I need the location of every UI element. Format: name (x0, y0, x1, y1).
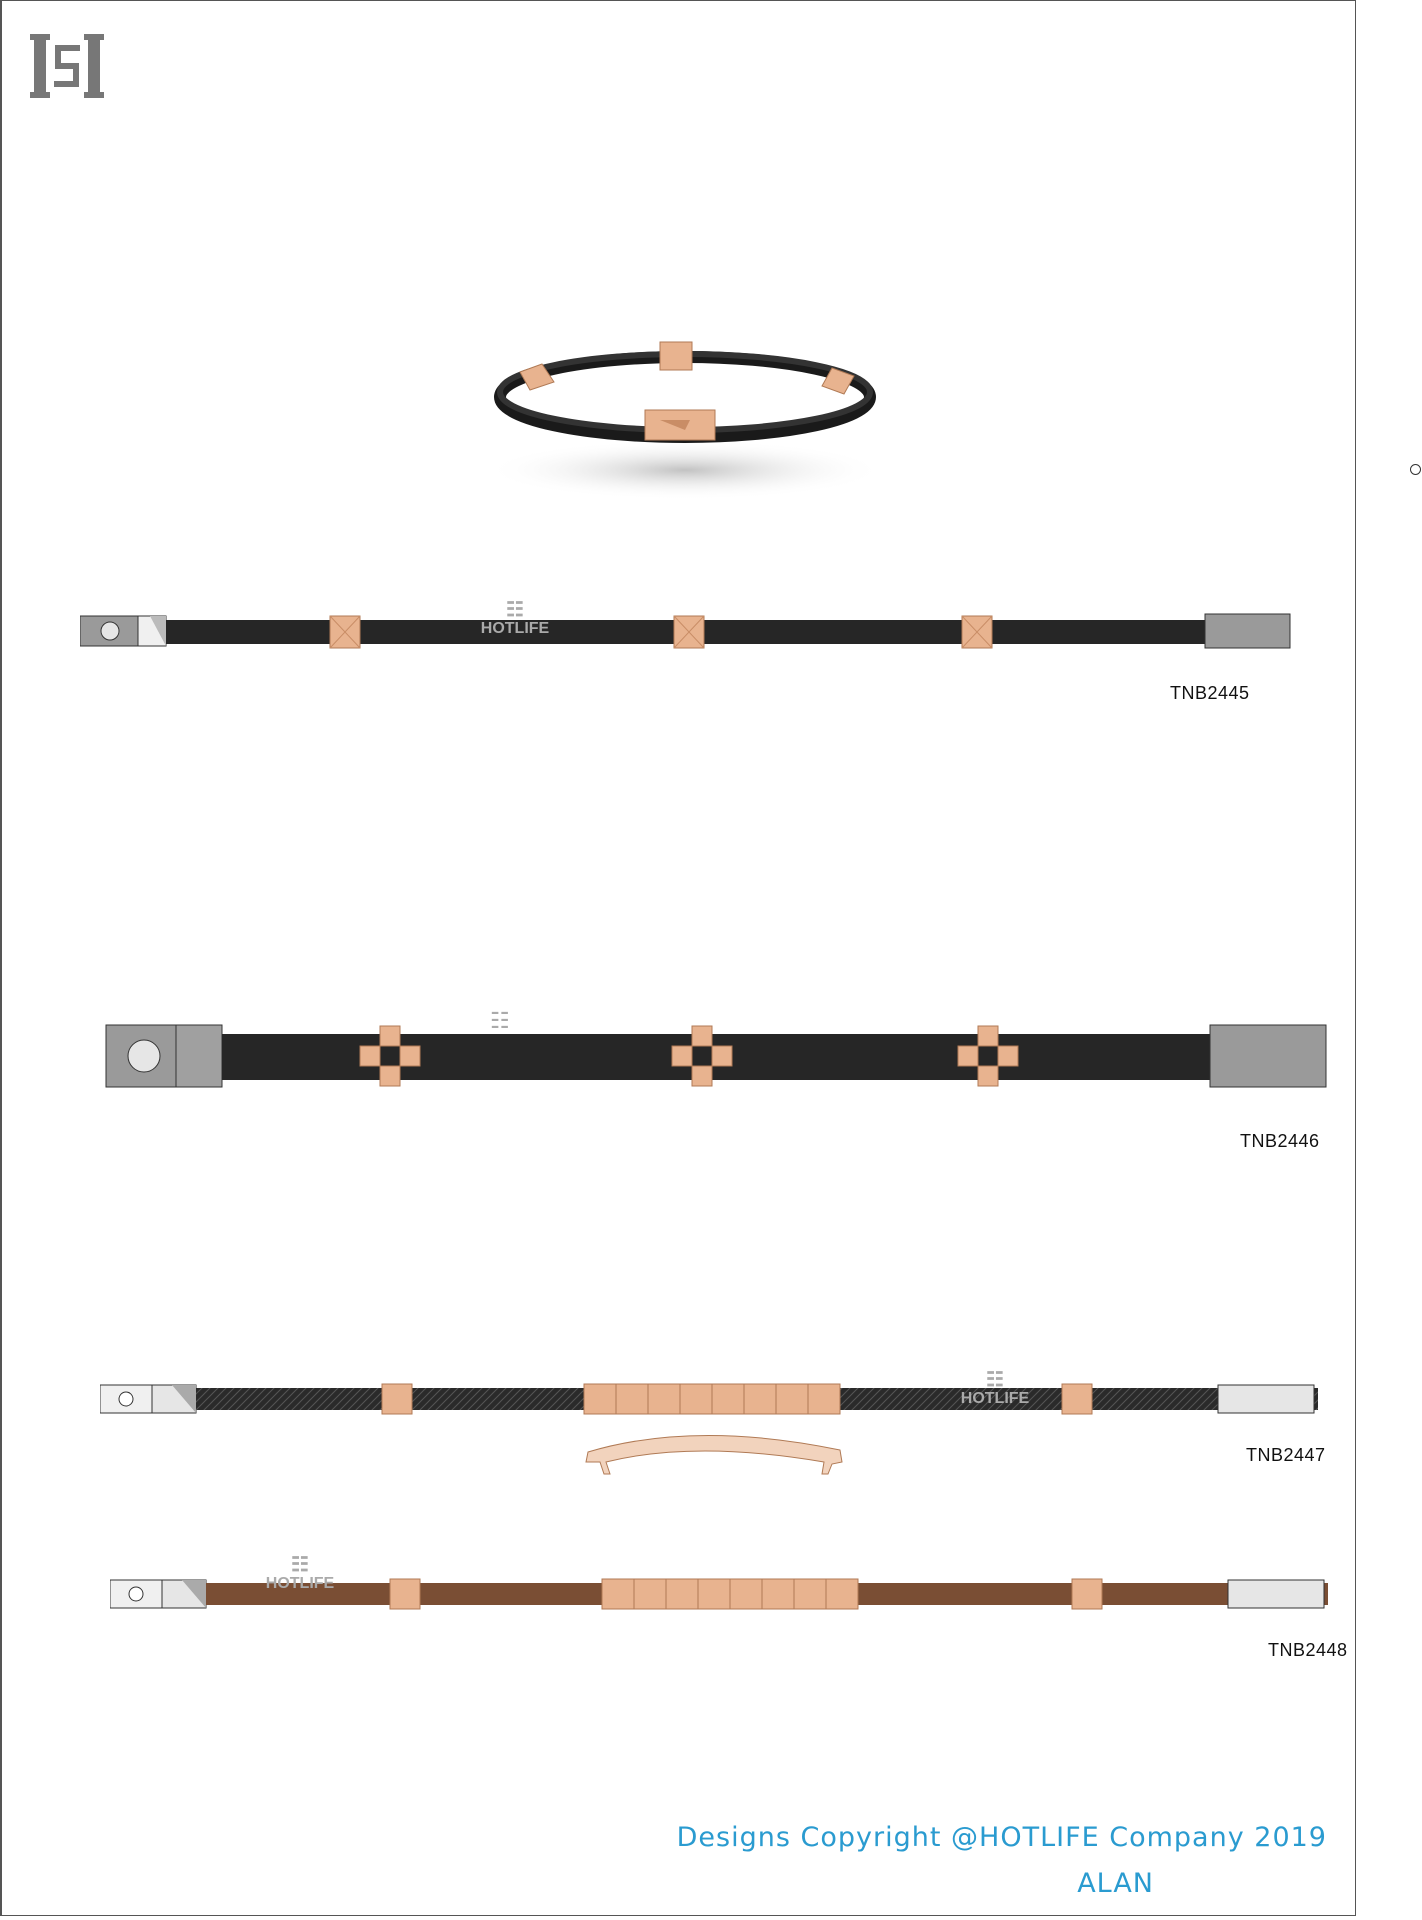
watermark-text: HOTLIFE (960, 1390, 1030, 1407)
product-code-tnb2448: TNB2448 (1268, 1640, 1348, 1660)
watermark-text: HOTLIFE (265, 1575, 335, 1592)
strap-tnb2445 (80, 600, 1380, 660)
watermark: ☷ HOTLIFE (480, 599, 550, 637)
copyright-text: Designs Copyright @HOTLIFE Company 2019 (676, 1822, 1327, 1853)
watermark-text: HOTLIFE (480, 620, 550, 637)
product-code-tnb2447: TNB2447 (1246, 1445, 1326, 1465)
watermark: ☷ HOTLIFE (960, 1369, 1030, 1407)
bracelet-perspective (480, 330, 880, 530)
designer-name: ALAN (1077, 1868, 1154, 1899)
watermark-mark: ☷ (490, 1008, 510, 1033)
edge-circle-icon (1410, 464, 1421, 475)
product-code-tnb2445: TNB2445 (1170, 683, 1250, 703)
watermark: ☷ HOTLIFE (265, 1554, 335, 1592)
brand-logo (30, 32, 120, 112)
product-code-tnb2446: TNB2446 (1240, 1131, 1320, 1151)
strap-tnb2446 (104, 1020, 1422, 1110)
strap-tnb2447 (100, 1370, 1422, 1510)
